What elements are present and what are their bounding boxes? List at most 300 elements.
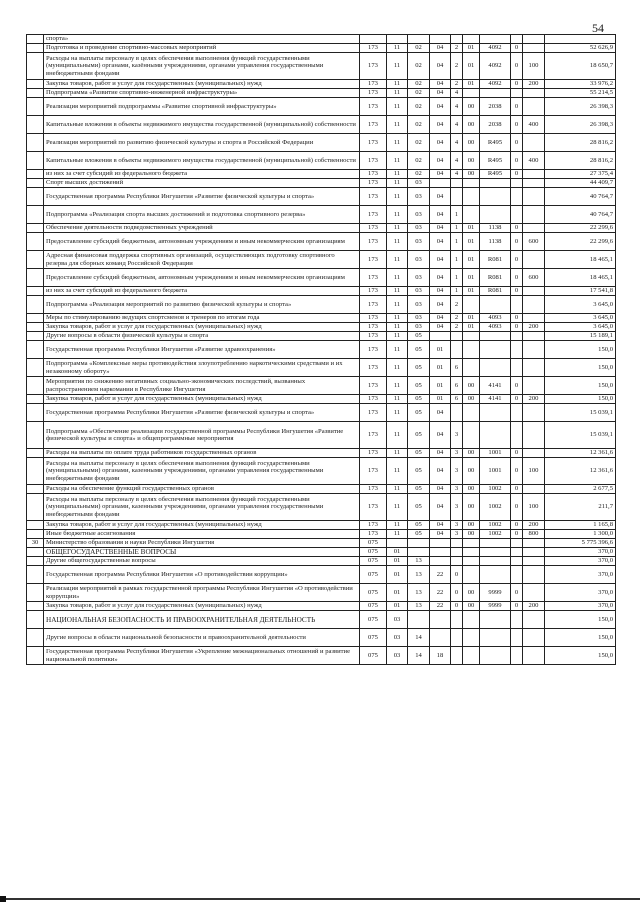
cell-event-code (463, 188, 480, 206)
cell-program-code: 04 (430, 494, 451, 521)
cell-extra-code: 0 (511, 377, 523, 395)
cell-extra-code: 0 (511, 395, 523, 404)
cell-amount: 150,0 (545, 359, 616, 377)
cell-direction-code: 1001 (480, 449, 511, 458)
cell-subsection-code: 02 (408, 44, 430, 53)
cell-expense-type-code: 100 (523, 53, 545, 80)
cell-description: из них за счет субсидий из федерального бюджета (44, 287, 360, 296)
cell-ministry-code: 173 (360, 89, 387, 98)
cell-event-code (463, 296, 480, 314)
cell-subsection-code: 13 (408, 557, 430, 566)
cell-amount (545, 35, 616, 44)
page-number: 54 (592, 21, 604, 35)
cell-ministry-code: 173 (360, 422, 387, 449)
cell-direction-code (480, 188, 511, 206)
cell-direction-code: 1138 (480, 224, 511, 233)
cell-amount: 12 361,6 (545, 449, 616, 458)
cell-description: Государственная программа Республики Ингушетия «Развитие физической культуры и спорта» (44, 404, 360, 422)
cell-extra-code (511, 647, 523, 665)
cell-direction-code: 1001 (480, 458, 511, 485)
cell-ministry-code: 173 (360, 134, 387, 152)
cell-description: Другие общегосударственные вопросы (44, 557, 360, 566)
cell-program-code: 04 (430, 134, 451, 152)
cell-row-number (27, 89, 44, 98)
cell-direction-code: 2038 (480, 98, 511, 116)
cell-program-code: 04 (430, 521, 451, 530)
cell-direction-code: 4093 (480, 314, 511, 323)
cell-description: Закупка товаров, работ и услуг для государственных (муниципальных) нужд (44, 395, 360, 404)
cell-program-code: 04 (430, 296, 451, 314)
cell-ministry-code: 075 (360, 548, 387, 557)
cell-extra-code: 0 (511, 53, 523, 80)
table-row (27, 485, 616, 494)
cell-amount: 370,0 (545, 584, 616, 602)
cell-amount: 33 976,2 (545, 80, 616, 89)
cell-extra-code (511, 566, 523, 584)
cell-subsection-code: 13 (408, 602, 430, 611)
cell-extra-code (511, 179, 523, 188)
cell-extra-code: 0 (511, 494, 523, 521)
cell-extra-code: 0 (511, 224, 523, 233)
cell-extra-code: 0 (511, 584, 523, 602)
cell-program-code: 04 (430, 458, 451, 485)
cell-subsection-code: 03 (408, 269, 430, 287)
cell-section-code (387, 539, 408, 548)
cell-extra-code: 0 (511, 44, 523, 53)
cell-direction-code: 1002 (480, 485, 511, 494)
cell-ministry-code: 173 (360, 251, 387, 269)
table-row (27, 206, 616, 224)
cell-subprogram-code (451, 404, 463, 422)
cell-description: Расходы на выплаты персоналу в целях обеспечения выполнения функций государственными (муниципальными) органами, казёнными учреждениями, органами управления государственными внебюджетными фондами (44, 53, 360, 80)
table-row (27, 332, 616, 341)
cell-amount: 370,0 (545, 548, 616, 557)
cell-direction-code: R495 (480, 152, 511, 170)
cell-event-code: 00 (463, 584, 480, 602)
table-row (27, 629, 616, 647)
cell-amount: 3 645,0 (545, 314, 616, 323)
table-row (27, 422, 616, 449)
cell-subprogram-code (451, 179, 463, 188)
cell-ministry-code: 173 (360, 395, 387, 404)
cell-program-code: 04 (430, 422, 451, 449)
cell-amount: 44 409,7 (545, 179, 616, 188)
cell-program-code: 04 (430, 206, 451, 224)
cell-subprogram-code: 4 (451, 98, 463, 116)
table-row (27, 269, 616, 287)
table-row (27, 89, 616, 98)
cell-amount: 150,0 (545, 647, 616, 665)
cell-program-code: 04 (430, 53, 451, 80)
cell-event-code: 01 (463, 53, 480, 80)
cell-section-code: 11 (387, 359, 408, 377)
cell-program-code: 22 (430, 566, 451, 584)
cell-extra-code (511, 296, 523, 314)
cell-subprogram-code (451, 188, 463, 206)
cell-row-number (27, 179, 44, 188)
cell-ministry-code: 173 (360, 98, 387, 116)
cell-extra-code: 0 (511, 530, 523, 539)
cell-subprogram-code: 2 (451, 314, 463, 323)
cell-expense-type-code: 200 (523, 323, 545, 332)
bottom-rule (0, 898, 640, 900)
cell-subsection-code: 03 (408, 233, 430, 251)
cell-section-code (387, 35, 408, 44)
cell-program-code: 01 (430, 341, 451, 359)
cell-amount: 22 299,6 (545, 233, 616, 251)
cell-direction-code: 1002 (480, 494, 511, 521)
cell-program-code: 22 (430, 602, 451, 611)
cell-subprogram-code: 3 (451, 422, 463, 449)
cell-subprogram-code: 2 (451, 44, 463, 53)
cell-extra-code: 0 (511, 233, 523, 251)
cell-extra-code: 0 (511, 170, 523, 179)
cell-direction-code: R081 (480, 251, 511, 269)
cell-subsection-code: 05 (408, 341, 430, 359)
cell-event-code: 00 (463, 395, 480, 404)
cell-section-code: 11 (387, 116, 408, 134)
cell-program-code (430, 179, 451, 188)
cell-amount: 5 775 396,6 (545, 539, 616, 548)
cell-extra-code: 0 (511, 602, 523, 611)
cell-direction-code (480, 206, 511, 224)
cell-extra-code: 0 (511, 251, 523, 269)
cell-expense-type-code (523, 296, 545, 314)
cell-ministry-code: 173 (360, 404, 387, 422)
cell-ministry-code: 075 (360, 647, 387, 665)
cell-amount: 28 816,2 (545, 134, 616, 152)
cell-row-number (27, 251, 44, 269)
cell-description: Расходы на выплаты персоналу в целях обеспечения выполнения функций государственными (муниципальными) органами, казенными учреждениями, органами управления государственными внебюджетными фондами (44, 458, 360, 485)
cell-program-code: 04 (430, 269, 451, 287)
cell-expense-type-code (523, 251, 545, 269)
cell-event-code: 00 (463, 170, 480, 179)
cell-ministry-code: 173 (360, 269, 387, 287)
cell-event-code: 01 (463, 269, 480, 287)
cell-row-number: 30 (27, 539, 44, 548)
cell-event-code: 00 (463, 377, 480, 395)
table-row (27, 287, 616, 296)
cell-description: Подготовка и проведение спортивно-массовых мероприятий (44, 44, 360, 53)
cell-program-code: 04 (430, 449, 451, 458)
cell-direction-code: 9999 (480, 584, 511, 602)
cell-expense-type-code: 200 (523, 602, 545, 611)
cell-description: Закупка товаров, работ и услуг для государственных (муниципальных) нужд (44, 80, 360, 89)
cell-program-code (430, 35, 451, 44)
cell-description: Предоставление субсидий бюджетным, автономным учреждениям и иным некоммерческим организациям (44, 233, 360, 251)
cell-section-code: 11 (387, 134, 408, 152)
cell-ministry-code: 173 (360, 179, 387, 188)
cell-direction-code: 4092 (480, 53, 511, 80)
cell-direction-code: R495 (480, 134, 511, 152)
cell-expense-type-code: 400 (523, 116, 545, 134)
cell-row-number (27, 404, 44, 422)
table-row (27, 188, 616, 206)
cell-subsection-code: 03 (408, 296, 430, 314)
cell-subprogram-code (451, 35, 463, 44)
cell-row-number (27, 314, 44, 323)
cell-subsection-code: 05 (408, 449, 430, 458)
cell-event-code: 00 (463, 521, 480, 530)
cell-direction-code: 2038 (480, 116, 511, 134)
cell-subsection-code: 13 (408, 566, 430, 584)
cell-ministry-code: 173 (360, 521, 387, 530)
cell-amount: 150,0 (545, 395, 616, 404)
cell-subsection-code: 02 (408, 152, 430, 170)
cell-section-code: 11 (387, 458, 408, 485)
cell-extra-code: 0 (511, 449, 523, 458)
cell-section-code: 11 (387, 179, 408, 188)
cell-expense-type-code (523, 188, 545, 206)
cell-program-code (430, 332, 451, 341)
cell-direction-code (480, 557, 511, 566)
cell-ministry-code: 173 (360, 530, 387, 539)
cell-subprogram-code: 1 (451, 224, 463, 233)
cell-ministry-code: 173 (360, 80, 387, 89)
cell-subsection-code: 14 (408, 629, 430, 647)
cell-description: Спорт высших достижений (44, 179, 360, 188)
cell-section-code: 11 (387, 377, 408, 395)
cell-subprogram-code: 1 (451, 233, 463, 251)
scan-mark (0, 896, 6, 902)
cell-row-number (27, 98, 44, 116)
table-row (27, 134, 616, 152)
cell-ministry-code: 173 (360, 314, 387, 323)
table-row (27, 647, 616, 665)
cell-expense-type-code: 200 (523, 395, 545, 404)
cell-direction-code (480, 539, 511, 548)
cell-subprogram-code: 4 (451, 89, 463, 98)
table-row (27, 458, 616, 485)
cell-program-code: 04 (430, 530, 451, 539)
cell-expense-type-code: 100 (523, 458, 545, 485)
cell-row-number (27, 224, 44, 233)
cell-description: Закупка товаров, работ и услуг для государственных (муниципальных) нужд (44, 323, 360, 332)
cell-description: Реализация мероприятий подпрограммы «Развитие спортивной инфраструктуры» (44, 98, 360, 116)
cell-description: Министерство образования и науки Республики Ингушетия (44, 539, 360, 548)
cell-event-code (463, 539, 480, 548)
cell-description: Государственная программа Республики Ингушетия «Укрепление межнациональных отношений и развитие национальной политики» (44, 647, 360, 665)
cell-direction-code: 1002 (480, 530, 511, 539)
table-row (27, 44, 616, 53)
cell-program-code: 04 (430, 485, 451, 494)
cell-amount: 55 214,5 (545, 89, 616, 98)
cell-direction-code: R081 (480, 287, 511, 296)
cell-amount: 150,0 (545, 341, 616, 359)
cell-expense-type-code: 600 (523, 233, 545, 251)
cell-ministry-code: 173 (360, 53, 387, 80)
cell-subsection-code: 02 (408, 116, 430, 134)
cell-row-number (27, 152, 44, 170)
cell-expense-type-code (523, 404, 545, 422)
cell-event-code (463, 206, 480, 224)
cell-event-code: 00 (463, 494, 480, 521)
cell-extra-code: 0 (511, 521, 523, 530)
cell-extra-code: 0 (511, 269, 523, 287)
cell-subprogram-code: 4 (451, 170, 463, 179)
cell-expense-type-code (523, 332, 545, 341)
table-row (27, 602, 616, 611)
cell-extra-code (511, 332, 523, 341)
table-row (27, 116, 616, 134)
cell-program-code: 04 (430, 170, 451, 179)
cell-direction-code (480, 629, 511, 647)
cell-subsection-code: 05 (408, 395, 430, 404)
cell-description: Другие вопросы в области физической культуры и спорта (44, 332, 360, 341)
cell-amount: 150,0 (545, 611, 616, 629)
cell-subsection-code (408, 35, 430, 44)
cell-subprogram-code (451, 341, 463, 359)
cell-subsection-code: 02 (408, 53, 430, 80)
cell-expense-type-code (523, 341, 545, 359)
cell-extra-code: 0 (511, 314, 523, 323)
cell-subprogram-code: 3 (451, 449, 463, 458)
cell-description: Расходы на обеспечение функций государственных органов (44, 485, 360, 494)
cell-amount: 15 039,1 (545, 422, 616, 449)
cell-direction-code (480, 359, 511, 377)
cell-program-code: 01 (430, 377, 451, 395)
cell-amount: 26 398,3 (545, 98, 616, 116)
cell-program-code: 18 (430, 647, 451, 665)
cell-subsection-code: 05 (408, 458, 430, 485)
cell-direction-code (480, 179, 511, 188)
cell-ministry-code: 173 (360, 359, 387, 377)
cell-section-code: 11 (387, 422, 408, 449)
cell-amount: 18 465,1 (545, 269, 616, 287)
cell-event-code: 00 (463, 449, 480, 458)
cell-direction-code: 1138 (480, 233, 511, 251)
cell-row-number (27, 188, 44, 206)
cell-program-code: 04 (430, 80, 451, 89)
cell-program-code: 04 (430, 98, 451, 116)
cell-expense-type-code: 800 (523, 530, 545, 539)
cell-expense-type-code (523, 566, 545, 584)
cell-section-code: 11 (387, 80, 408, 89)
cell-event-code (463, 404, 480, 422)
cell-extra-code (511, 206, 523, 224)
cell-event-code: 00 (463, 458, 480, 485)
cell-expense-type-code (523, 449, 545, 458)
cell-section-code: 11 (387, 395, 408, 404)
cell-ministry-code: 173 (360, 341, 387, 359)
cell-row-number (27, 494, 44, 521)
cell-subsection-code (408, 611, 430, 629)
cell-subsection-code: 03 (408, 206, 430, 224)
cell-ministry-code: 173 (360, 458, 387, 485)
cell-amount: 370,0 (545, 566, 616, 584)
cell-subprogram-code: 1 (451, 269, 463, 287)
cell-subsection-code: 05 (408, 521, 430, 530)
cell-program-code: 04 (430, 188, 451, 206)
cell-subprogram-code: 0 (451, 566, 463, 584)
cell-subprogram-code: 3 (451, 485, 463, 494)
cell-subprogram-code (451, 611, 463, 629)
cell-event-code: 01 (463, 80, 480, 89)
cell-extra-code (511, 629, 523, 647)
cell-extra-code (511, 611, 523, 629)
cell-description: НАЦИОНАЛЬНАЯ БЕЗОПАСНОСТЬ И ПРАВООХРАНИТЕЛЬНАЯ ДЕЯТЕЛЬНОСТЬ (44, 611, 360, 629)
cell-ministry-code: 173 (360, 170, 387, 179)
cell-program-code: 04 (430, 251, 451, 269)
cell-program-code: 04 (430, 287, 451, 296)
cell-event-code: 01 (463, 314, 480, 323)
cell-row-number (27, 584, 44, 602)
cell-direction-code (480, 404, 511, 422)
cell-amount: 1 165,8 (545, 521, 616, 530)
cell-expense-type-code: 200 (523, 521, 545, 530)
cell-event-code: 00 (463, 134, 480, 152)
cell-expense-type-code: 100 (523, 494, 545, 521)
table-row (27, 179, 616, 188)
cell-row-number (27, 566, 44, 584)
cell-direction-code: R081 (480, 269, 511, 287)
cell-description: Реализация мероприятий в рамках государственной программы Республики Ингушетия «О противодействии коррупции» (44, 584, 360, 602)
cell-subprogram-code: 1 (451, 206, 463, 224)
cell-program-code (430, 611, 451, 629)
cell-section-code: 11 (387, 53, 408, 80)
cell-amount: 17 541,8 (545, 287, 616, 296)
cell-amount: 3 645,0 (545, 296, 616, 314)
cell-subprogram-code: 4 (451, 152, 463, 170)
cell-row-number (27, 134, 44, 152)
cell-subsection-code: 05 (408, 494, 430, 521)
cell-expense-type-code: 600 (523, 269, 545, 287)
cell-description: из них за счет субсидий из федерального бюджета (44, 170, 360, 179)
cell-ministry-code: 173 (360, 332, 387, 341)
table-row (27, 233, 616, 251)
cell-expense-type-code: 400 (523, 152, 545, 170)
table-row (27, 530, 616, 539)
cell-subsection-code: 05 (408, 422, 430, 449)
cell-row-number (27, 395, 44, 404)
table-row (27, 377, 616, 395)
table-row (27, 359, 616, 377)
cell-ministry-code: 173 (360, 44, 387, 53)
cell-event-code (463, 566, 480, 584)
cell-direction-code: 4141 (480, 377, 511, 395)
cell-description: Расходы на выплаты персоналу в целях обеспечения выполнения функций государственными (муниципальными) органами, казенными учреждениями, органами управления государственными внебюджетными фондами (44, 494, 360, 521)
cell-extra-code: 0 (511, 134, 523, 152)
cell-row-number (27, 170, 44, 179)
cell-expense-type-code (523, 170, 545, 179)
cell-description: Предоставление субсидий бюджетным, автономным учреждениям и иным некоммерческим организациям (44, 269, 360, 287)
cell-program-code: 01 (430, 395, 451, 404)
cell-ministry-code (360, 35, 387, 44)
cell-ministry-code: 173 (360, 188, 387, 206)
table-row (27, 566, 616, 584)
cell-amount: 150,0 (545, 377, 616, 395)
cell-subprogram-code: 2 (451, 80, 463, 89)
table-row (27, 539, 616, 548)
table-row (27, 494, 616, 521)
cell-subprogram-code (451, 332, 463, 341)
cell-event-code: 01 (463, 233, 480, 251)
cell-expense-type-code (523, 134, 545, 152)
cell-expense-type-code (523, 314, 545, 323)
cell-row-number (27, 458, 44, 485)
cell-row-number (27, 53, 44, 80)
cell-event-code: 00 (463, 602, 480, 611)
cell-expense-type-code (523, 206, 545, 224)
cell-extra-code: 0 (511, 152, 523, 170)
cell-expense-type-code (523, 629, 545, 647)
table-row (27, 296, 616, 314)
cell-description: Подпрограмма «Комплексные меры противодействия злоупотреблению наркотическими средствами и их незаконному обороту» (44, 359, 360, 377)
cell-expense-type-code (523, 377, 545, 395)
cell-subsection-code: 02 (408, 80, 430, 89)
table-row (27, 611, 616, 629)
cell-event-code (463, 647, 480, 665)
